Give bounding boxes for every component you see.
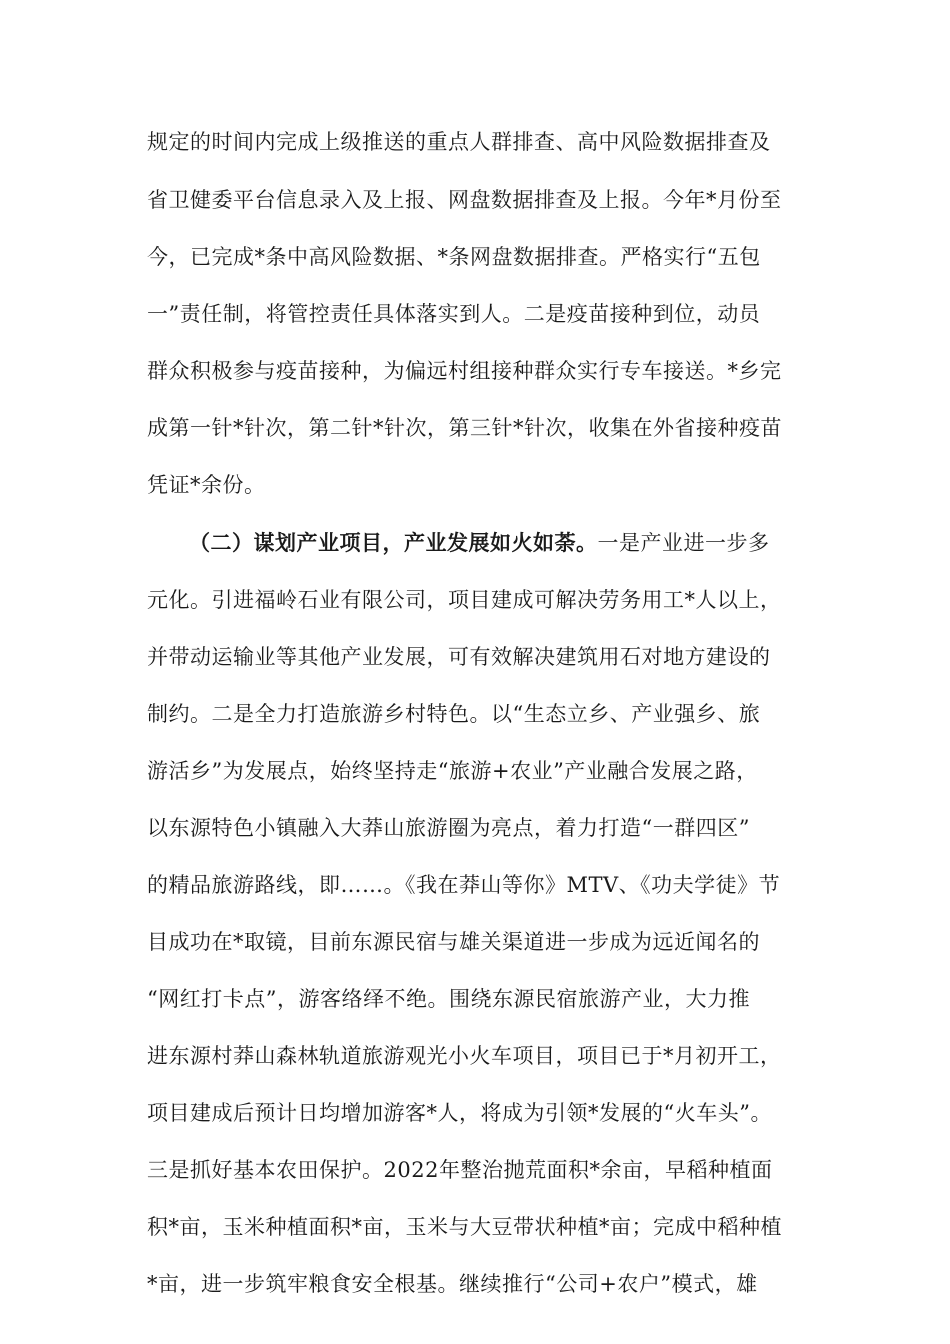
paragraph-line: 一”责任制，将管控责任具体落实到人。二是疫苗接种到位，动员 (147, 302, 761, 326)
paragraph-line: 三是抓好基本农田保护。2022年整治抛荒面积*余亩，早稻种植面 (147, 1158, 773, 1182)
paragraph-line: 成第一针*针次，第二针*针次，第三针*针次，收集在外省接种疫苗 (147, 416, 782, 440)
section-heading-line (147, 528, 770, 558)
paragraph-line: 以东源特色小镇融入大莽山旅游圈为亮点，着力打造“一群四区” (147, 816, 750, 840)
paragraph-line: 游活乡”为发展点，始终坚持走“旅游+农业”产业融合发展之路， (147, 759, 758, 783)
paragraph-line: “网红打卡点”，游客络绎不绝。围绕东源民宿旅游产业，大力推 (147, 987, 750, 1011)
paragraph-line: 的精品旅游路线，即……。《我在莽山等你》MTV、《功夫学徒》节 (147, 873, 781, 897)
paragraph-line: 规定的时间内完成上级推送的重点人群排查、高中风险数据排查及 (147, 130, 771, 154)
paragraph-line: 省卫健委平台信息录入及上报、网盘数据排查及上报。今年*月份至 (147, 188, 782, 212)
paragraph-line: 元化。引进福岭石业有限公司，项目建成可解决劳务用工*人以上， (147, 588, 782, 612)
paragraph-line: 凭证*余份。 (147, 473, 266, 497)
paragraph-line: 项目建成后预计日均增加游客*人，将成为引领*发展的“火车头”。 (147, 1101, 772, 1125)
paragraph-line: 进东源村莽山森林轨道旅游观光小火车项目，项目已于*月初开工， (147, 1044, 782, 1068)
paragraph-line: 并带动运输业等其他产业发展，可有效解决建筑用石对地方建设的 (147, 645, 771, 669)
paragraph-line: *亩，进一步筑牢粮食安全根基。继续推行“公司+农户”模式，雄 (147, 1272, 758, 1296)
paragraph-line: 积*亩，玉米种植面积*亩，玉米与大豆带状种植*亩；完成中稻种植 (147, 1215, 782, 1239)
section-first-line-text: 一是产业进一步多 (597, 531, 770, 555)
paragraph-line: 群众积极参与疫苗接种，为偏远村组接种群众实行专车接送。*乡完 (147, 359, 782, 383)
paragraph-line: 制约。二是全力打造旅游乡村特色。以“生态立乡、产业强乡、旅 (147, 702, 761, 726)
paragraph-line: 目成功在*取镜，目前东源民宿与雄关渠道进一步成为远近闻名的 (147, 930, 760, 954)
section-heading: （二）谋划产业项目，产业发展如火如荼。 (189, 530, 598, 555)
paragraph-line: 今，已完成*条中高风险数据、*条网盘数据排查。严格实行“五包 (147, 245, 761, 269)
